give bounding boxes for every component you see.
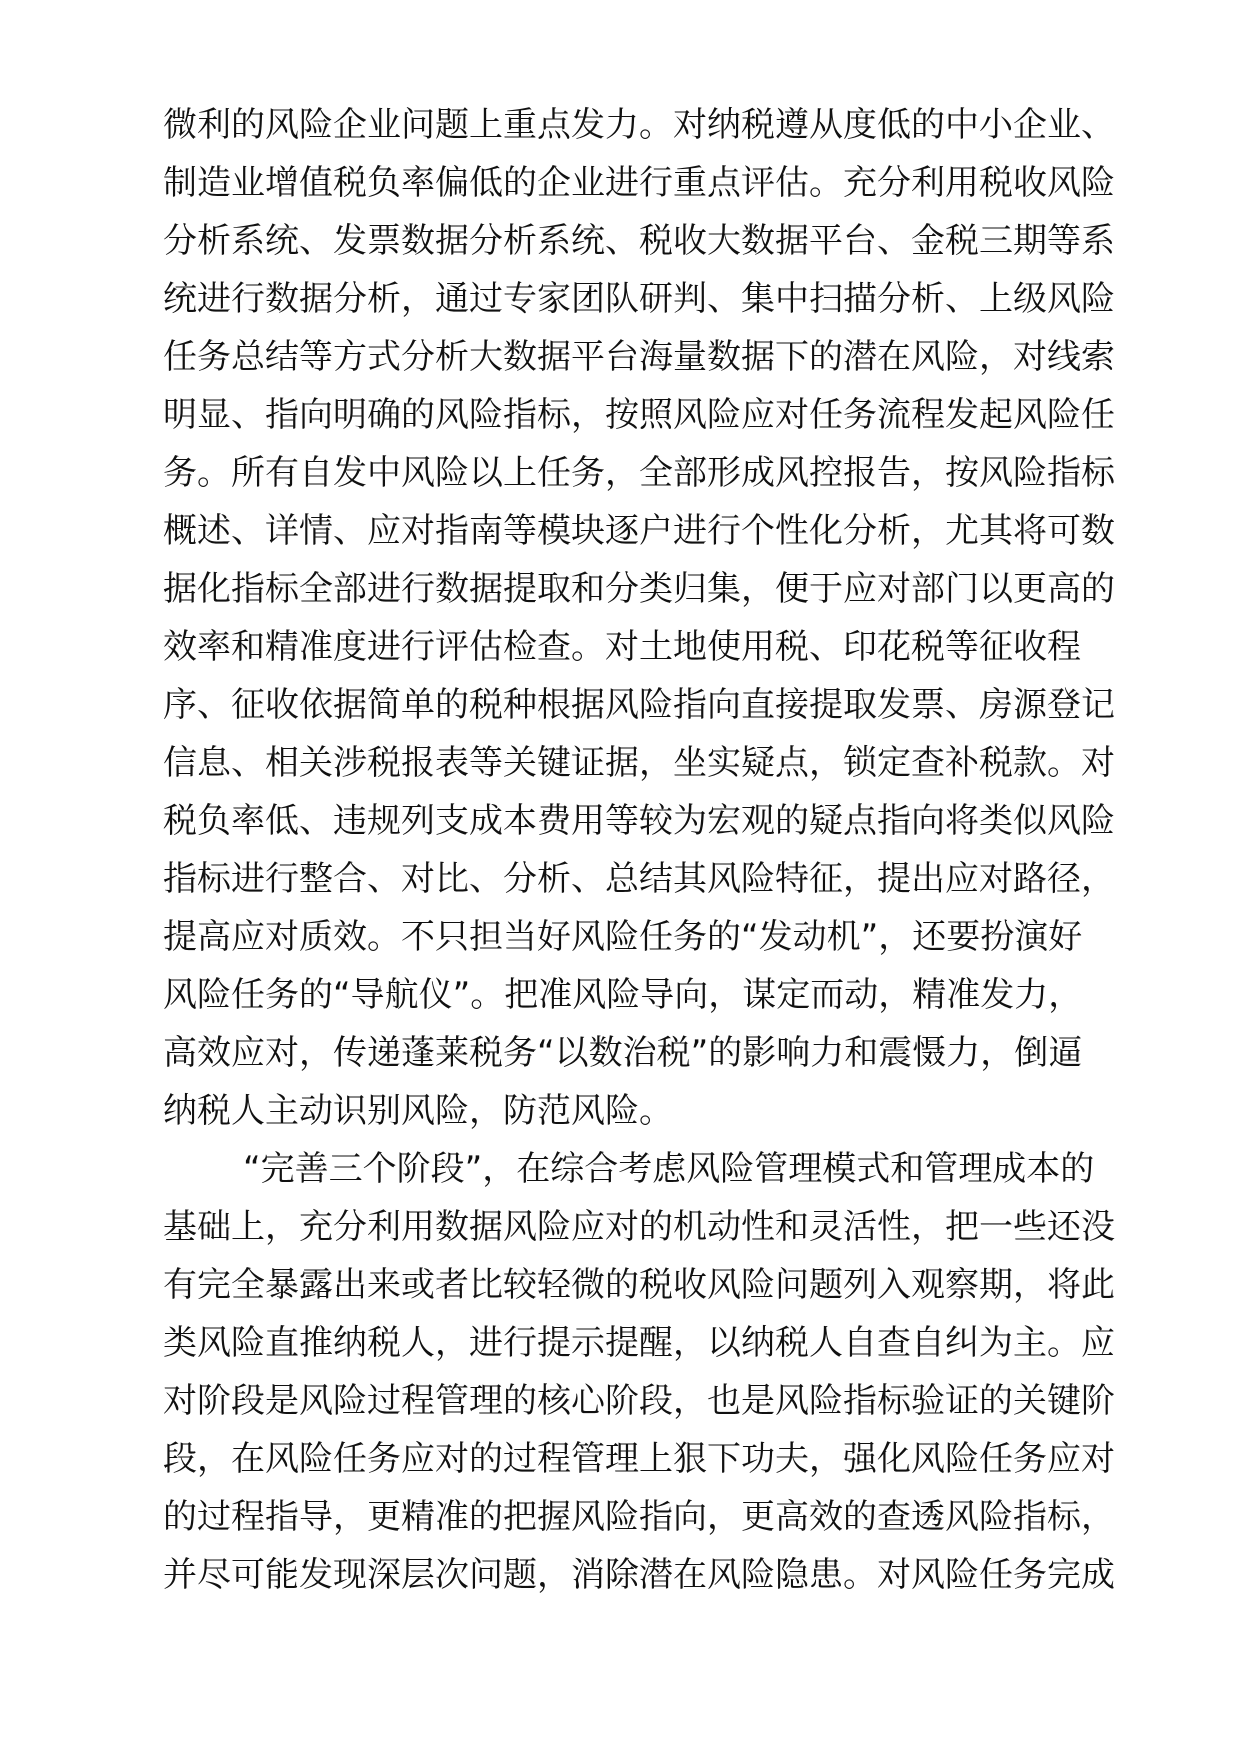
text-line: 并尽可能发现深层次问题，消除潜在风险隐患。对风险任务完成 <box>163 1555 1115 1595</box>
text-line: 制造业增值税负率偏低的企业进行重点评估。充分利用税收风险 <box>163 163 1115 203</box>
text-line: 提高应对质效。不只担当好风险任务的“发动机”，还要扮演好 <box>163 917 1083 957</box>
text-line: 务。所有自发中风险以上任务，全部形成风控报告，按风险指标 <box>163 453 1115 493</box>
paragraph-start-line: “完善三个阶段”，在综合考虑风险管理模式和管理成本的 <box>243 1149 1095 1189</box>
text-line: 的过程指导，更精准的把握风险指向，更高效的查透风险指标， <box>163 1497 1115 1537</box>
text-line: 基础上，充分利用数据风险应对的机动性和灵活性，把一些还没 <box>163 1207 1115 1247</box>
text-line: 概述、详情、应对指南等模块逐户进行个性化分析，尤其将可数 <box>163 511 1115 551</box>
text-line: 风险任务的“导航仪”。把准风险导向，谋定而动，精准发力， <box>163 975 1083 1015</box>
body-text <box>163 96 1115 1604</box>
text-line: 有完全暴露出来或者比较轻微的税收风险问题列入观察期，将此 <box>163 1265 1115 1305</box>
text-line: 效率和精准度进行评估检查。对土地使用税、印花税等征收程 <box>163 627 1081 667</box>
text-line: 指标进行整合、对比、分析、总结其风险特征，提出应对路径， <box>163 859 1115 899</box>
text-line: 微利的风险企业问题上重点发力。对纳税遵从度低的中小企业、 <box>163 105 1115 145</box>
text-line: 信息、相关涉税报表等关键证据，坐实疑点，锁定查补税款。对 <box>163 743 1115 783</box>
text-line: 序、征收依据简单的税种根据风险指向直接提取发票、房源登记 <box>163 685 1115 725</box>
text-line: 任务总结等方式分析大数据平台海量数据下的潜在风险，对线索 <box>163 337 1115 377</box>
text-line: 分析系统、发票数据分析系统、税收大数据平台、金税三期等系 <box>163 221 1115 261</box>
text-line: 段，在风险任务应对的过程管理上狠下功夫，强化风险任务应对 <box>163 1439 1115 1479</box>
text-line: 类风险直推纳税人，进行提示提醒，以纳税人自查自纠为主。应 <box>163 1323 1115 1363</box>
text-line: 对阶段是风险过程管理的核心阶段，也是风险指标验证的关键阶 <box>163 1381 1115 1421</box>
text-line: 税负率低、违规列支成本费用等较为宏观的疑点指向将类似风险 <box>163 801 1115 841</box>
text-line: 高效应对，传递蓬莱税务“以数治税”的影响力和震慑力，倒逼 <box>163 1033 1083 1073</box>
text-line: 纳税人主动识别风险，防范风险。 <box>163 1091 673 1131</box>
text-line: 明显、指向明确的风险指标，按照风险应对任务流程发起风险任 <box>163 395 1115 435</box>
text-line: 统进行数据分析，通过专家团队研判、集中扫描分析、上级风险 <box>163 279 1115 319</box>
text-line: 据化指标全部进行数据提取和分类归集，便于应对部门以更高的 <box>163 569 1115 609</box>
